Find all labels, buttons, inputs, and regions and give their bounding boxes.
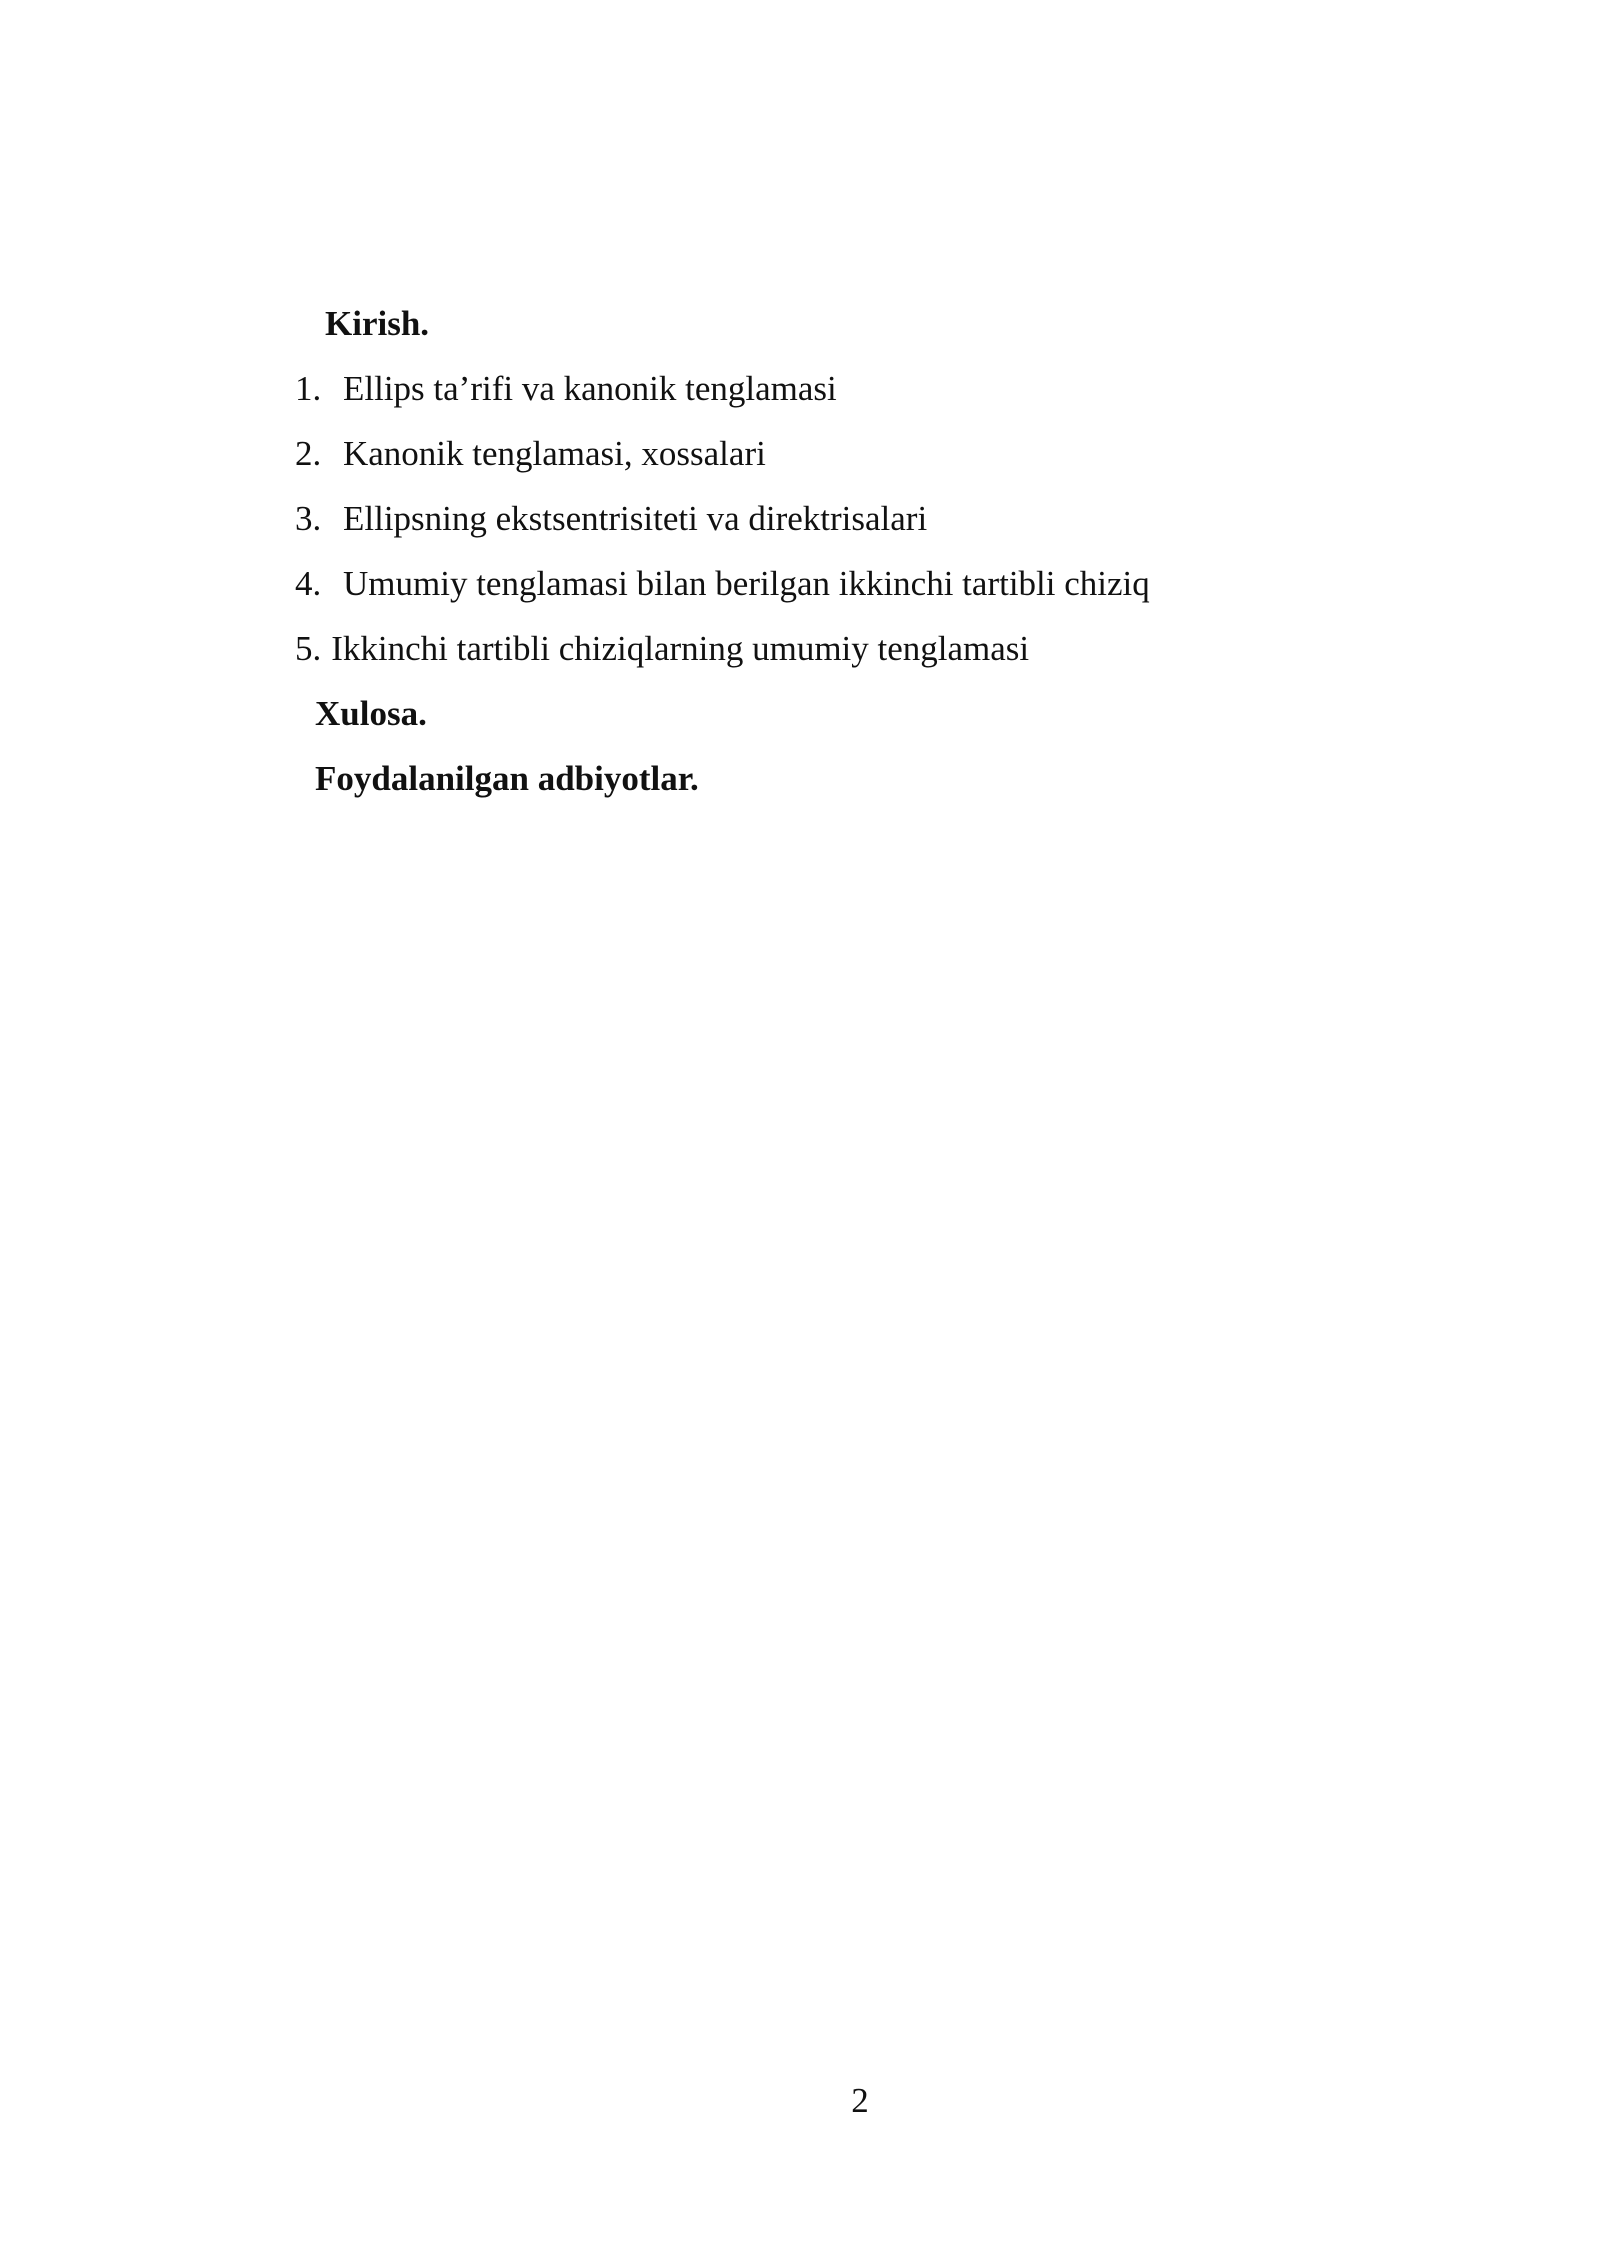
toc-item-1 <box>295 367 837 411</box>
toc-item-4 <box>295 562 1150 606</box>
intro-heading: Kirish. <box>325 304 430 343</box>
toc-item-number: 3. <box>295 499 322 538</box>
page-number: 2 <box>851 2081 869 2120</box>
toc-item-text: Kanonik tenglamasi, xossalari <box>343 434 766 473</box>
toc-item-text: Ellips ta’rifi va kanonik tenglamasi <box>343 369 837 408</box>
toc-item-3 <box>295 497 927 541</box>
toc-item-text: Ikkinchi tartibli chiziqlarning umumiy tenglamasi <box>331 629 1030 668</box>
conclusion-heading: Xulosa. <box>315 694 427 733</box>
references-heading: Foydalanilgan adbiyotlar. <box>315 759 699 798</box>
toc-item-5 <box>295 627 1029 671</box>
toc-item-text: Umumiy tenglamasi bilan berilgan ikkinchi tartibli chiziq <box>343 564 1150 603</box>
toc-item-number: 1. <box>295 369 322 408</box>
toc-item-number: 2. <box>295 434 322 473</box>
toc-item-2 <box>295 432 766 476</box>
toc-item-text: Ellipsning ekstsentrisiteti va direktrisalari <box>343 499 928 538</box>
toc-item-number: 5. <box>295 629 322 668</box>
toc-item-number: 4. <box>295 564 322 603</box>
